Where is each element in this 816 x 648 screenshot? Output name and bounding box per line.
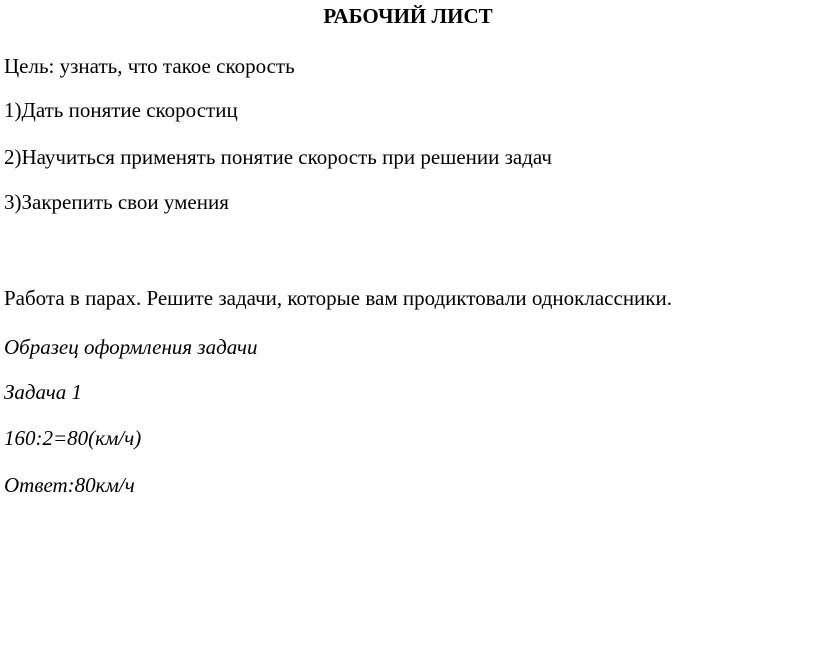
- example-heading: Образец оформления задачи: [4, 335, 258, 359]
- example-task-label: Задача 1: [4, 380, 83, 404]
- example-answer: Ответ:80км/ч: [4, 473, 135, 497]
- instruction-text: Работа в парах. Решите задачи, которые вам продиктовали одноклассники.: [4, 286, 672, 310]
- task-item-3: 3)Закрепить свои умения: [4, 190, 229, 214]
- task-item-1: 1)Дать понятие скоростиц: [4, 98, 238, 122]
- goal-text: Цель: узнать, что такое скорость: [4, 54, 295, 78]
- example-solution: 160:2=80(км/ч): [4, 426, 142, 450]
- task-item-2: 2)Научиться применять понятие скорость при решении задач: [4, 145, 552, 169]
- page-title: РАБОЧИЙ ЛИСТ: [323, 4, 493, 28]
